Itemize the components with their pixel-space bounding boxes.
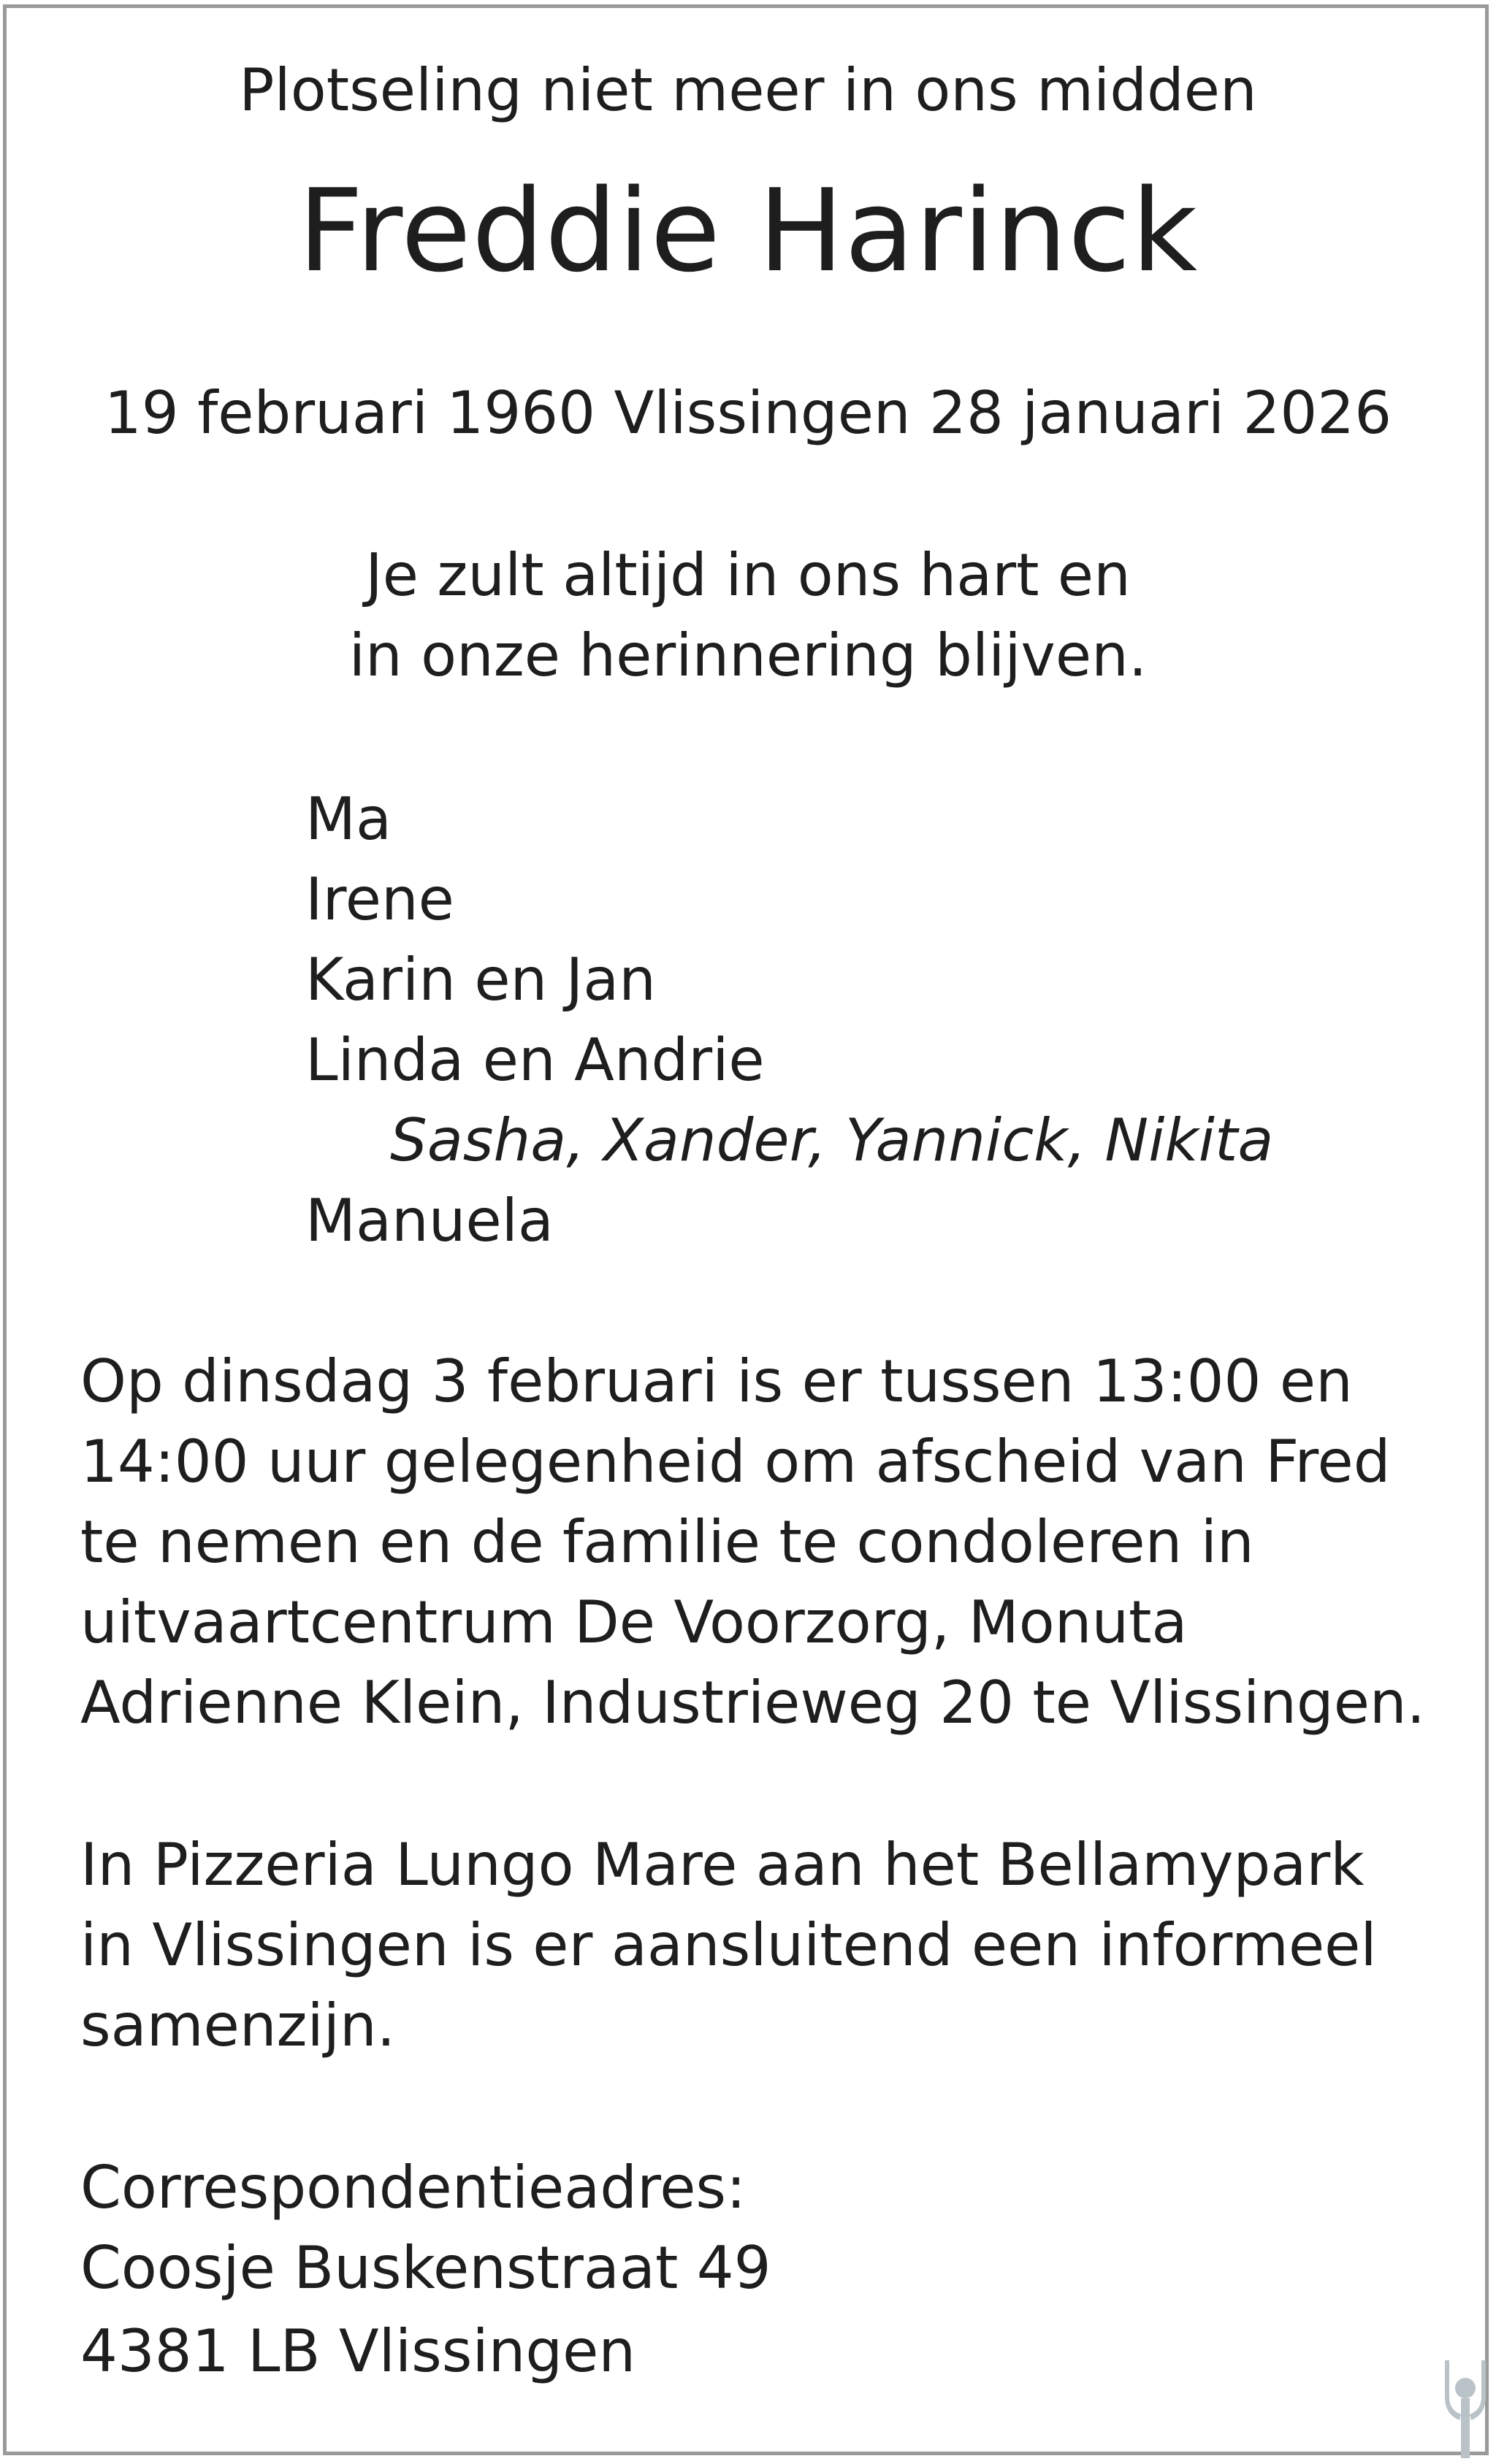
quote-line: Je zult altijd in ons hart en bbox=[365, 541, 1131, 609]
farewell-line: te nemen en de familie te condoleren in bbox=[80, 1508, 1254, 1576]
family-member: Irene bbox=[305, 865, 454, 933]
family-member: Ma bbox=[305, 785, 392, 853]
family-member: Linda en Andrie bbox=[305, 1026, 765, 1094]
figure-with-raised-arms-icon bbox=[1443, 2356, 1487, 2458]
farewell-line: Adrienne Klein, Industrieweg 20 te Vlissingen. bbox=[80, 1669, 1426, 1737]
farewell-line: Op dinsdag 3 februari is er tussen 13:00 en bbox=[80, 1347, 1353, 1415]
correspondence-label: Correspondentieadres: bbox=[80, 2154, 747, 2222]
life-dates: 19 februari 1960 Vlissingen 28 januari 2026 bbox=[104, 379, 1392, 447]
farewell-line: uitvaartcentrum De Voorzorg, Monuta bbox=[80, 1588, 1188, 1656]
gathering-line: In Pizzeria Lungo Mare aan het Bellamypark bbox=[80, 1831, 1365, 1899]
farewell-line: 14:00 uur gelegenheid om afscheid van Fred bbox=[80, 1428, 1391, 1496]
grandchildren: Sasha, Xander, Yannick, Nikita bbox=[390, 1106, 1274, 1174]
correspondence-street: Coosje Buskenstraat 49 bbox=[80, 2234, 771, 2302]
family-member: Manuela bbox=[305, 1187, 554, 1255]
intro-line: Plotseling niet meer in ons midden bbox=[239, 56, 1257, 124]
correspondence-city: 4381 LB Vlissingen bbox=[80, 2317, 636, 2385]
family-member: Karin en Jan bbox=[305, 946, 656, 1014]
notice-border bbox=[3, 4, 1489, 2455]
gathering-line: samenzijn. bbox=[80, 1992, 396, 2059]
gathering-line: in Vlissingen is er aansluitend een informeel bbox=[80, 1911, 1377, 1979]
quote-line: in onze herinnering blijven. bbox=[348, 621, 1148, 689]
deceased-name: Freddie Harinck bbox=[297, 164, 1199, 297]
